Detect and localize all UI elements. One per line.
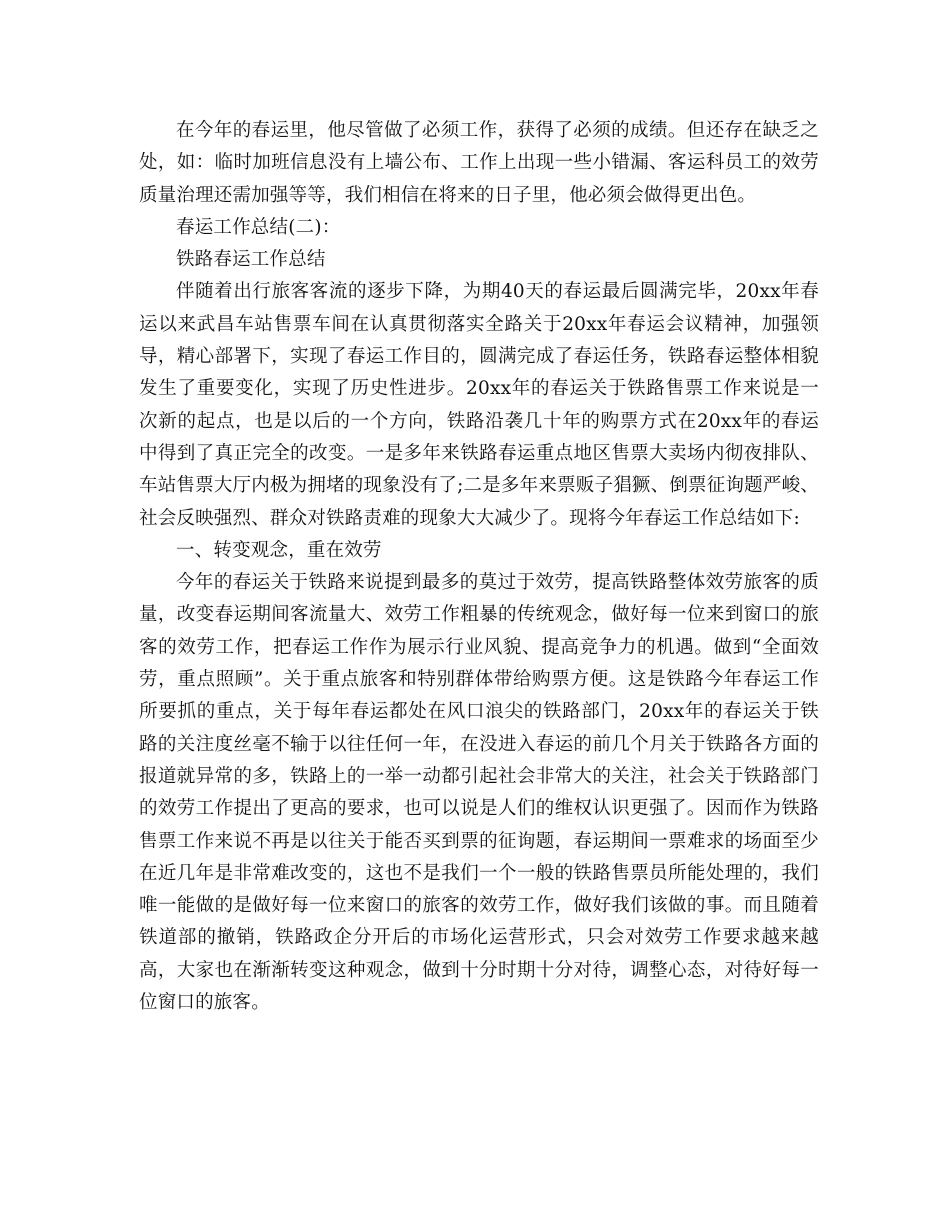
paragraph-introduction: 伴随着出行旅客客流的逐步下降，为期40天的春运最后圆满完毕，20xx年春运以来武昌车站售票车间在认真贯彻落实全路关于20xx年春运会议精神，加强领导，精心部署下，实现了春运工作目的，圆满完成了春运任务，铁路春运整体相貌发生了重要变化，实现了历史性进步。20xx年的春运关于铁路售票工作来说是一次新的起点，也是以后的一个方向，铁路沿袭几十年的购票方式在20xx年的春运中得到了真正完全的改变。一是多年来铁路春运重点地区售票大卖场内彻夜排队、车站售票大厅内极为拥堵的现象没有了;二是多年来票贩子猖獗、倒票征询题严峻、社会反映强烈、群众对铁路责难的现象大大减少了。现将今年春运工作总结如下: xyxy=(139,281,819,529)
document-subtitle: 铁路春运工作总结 xyxy=(176,249,326,271)
paragraph-conclusion: 在今年的春运里，他尽管做了必须工作，获得了必须的成绩。但还存在缺乏之处，如：临时加班信息没有上墙公布、工作上出现一些小错漏、客运科员工的效劳质量治理还需加强等等，我们相信在将来的日子里，他必须会做得更出色。 xyxy=(139,120,819,206)
section-heading-service: 一、转变观念，重在效劳 xyxy=(176,539,382,561)
paragraph-service: 今年的春运关于铁路来说提到最多的莫过于效劳，提高铁路整体效劳旅客的质量，改变春运期间客流量大、效劳工作粗暴的传统观念，做好每一位来到窗口的旅客的效劳工作，把春运工作作为展示行业风貌、提高竞争力的机遇。做到“全面效劳，重点照顾”。关于重点旅客和特别群体带给购票方便。这是铁路今年春运工作所要抓的重点，关于每年春运都处在风口浪尖的铁路部门，20xx年的春运关于铁路的关注度丝毫不输于以往任何一年，在没进入春运的前几个月关于铁路各方面的报道就异常的多，铁路上的一举一动都引起社会非常大的关注，社会关于铁路部门的效劳工作提出了更高的要求，也可以说是人们的维权认识更强了。因而作为铁路售票工作来说不再是以往关于能否买到票的征询题，春运期间一票难求的场面至少在近几年是非常难改变的，这也不是我们一个一般的铁路售票员所能处理的，我们唯一能做的是做好每一位来窗口的旅客的效劳工作，做好我们该做的事。而且随着铁道部的撤销，铁路政企分开后的市场化运营形式，只会对效劳工作要求越来越高，大家也在渐渐转变这种观念，做到十分时期十分对待，调整心态，对待好每一位窗口的旅客。 xyxy=(139,572,819,1014)
document-body xyxy=(139,115,819,1019)
section-heading-part-two: 春运工作总结(二)： xyxy=(176,216,341,238)
